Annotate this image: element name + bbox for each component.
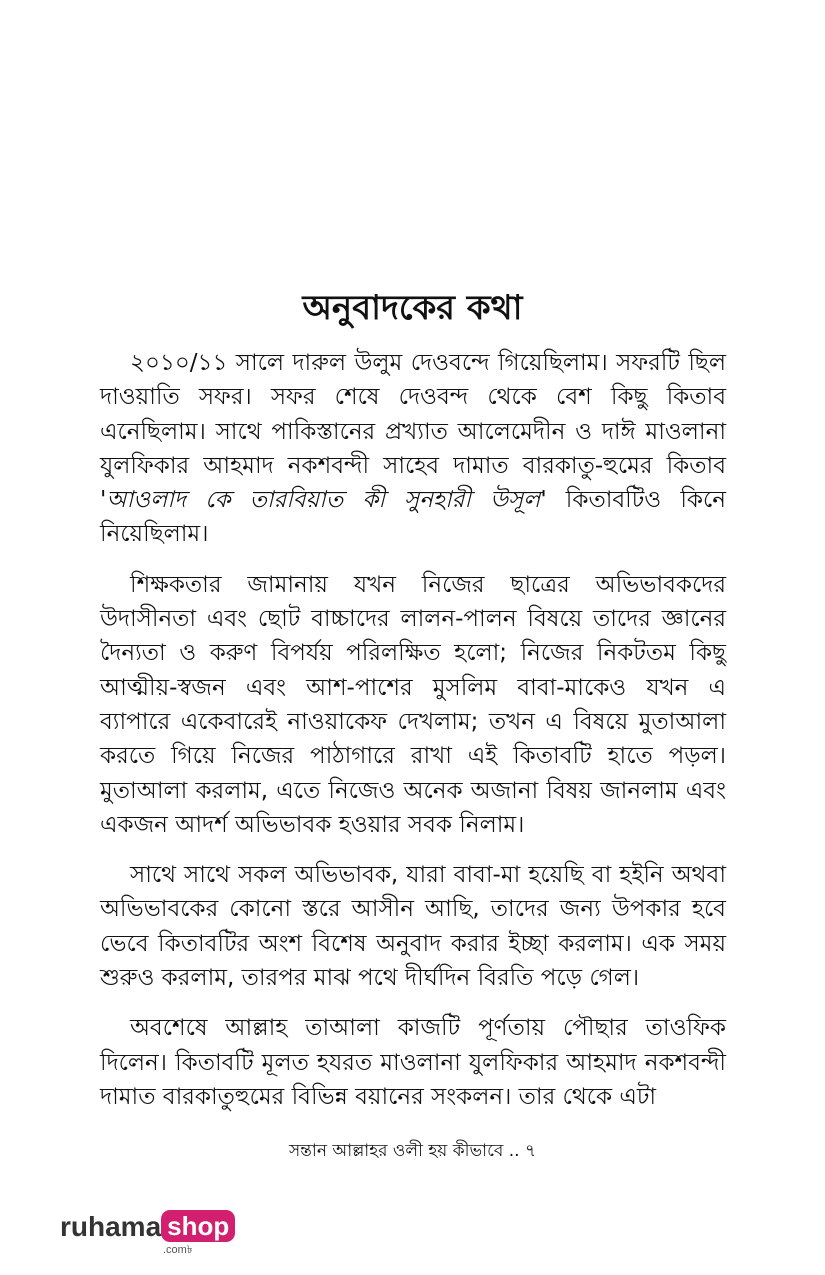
logo-com-text: .com৳ bbox=[163, 1244, 193, 1256]
body-text bbox=[100, 346, 726, 1130]
page-title: অনুবাদকের কথা bbox=[302, 288, 523, 328]
paragraph-1-text: ২০১০/১১ সালে দারুল উলুম দেওবন্দে গিয়েছিলাম। সফরটি ছিল দাওয়াতি সফর। সফর শেষে দেওবন্দ থেকে বেশ কিছু কিতাব এনেছিলাম। সাথে পাকিস্তানের প্রখ্যাত আলেমেদীন ও দাঈ মাওলানা যুলফিকার আহমাদ নকশবন্দী সাহেব দামাত বারকাতু-হুমের কিতাব ' bbox=[100, 350, 726, 514]
logo-ruhama-text: ruhama bbox=[60, 1211, 162, 1242]
book-title: আওলাদ কে তারবিয়াত কী সুনহারী উসূল bbox=[106, 487, 541, 514]
page-footer: সন্তান আল্লাহর ওলী হয় কীভাবে .. ৭ bbox=[288, 1141, 537, 1161]
ruhamashop-logo bbox=[60, 1210, 235, 1256]
paragraph-1 bbox=[100, 346, 726, 552]
paragraph-4: অবশেষে আল্লাহ তাআলা কাজটি পূর্ণতায় পৌছার তাওফিক দিলেন। কিতাবটি মূলত হযরত মাওলানা যুলফিকার আহমাদ নকশবন্দী দামাত বারকাতুহুমের বিভিন্ন বয়ানের সংকলন। তার থেকে এটা bbox=[100, 1015, 726, 1110]
paragraph-3: সাথে সাথে সকল অভিভাবক, যারা বাবা-মা হয়েছি বা হইনি অথবা অভিভাবকের কোনো স্তরে আসীন আছি, তাদের জন্য উপকার হবে ভেবে কিতাবটির অংশ বিশেষ অনুবাদ করার ইচ্ছা করলাম। এক সময় শুরুও করলাম, তারপর মাঝ পথে দীর্ঘদিন বিরতি পড়ে গেল। bbox=[100, 862, 726, 992]
paragraph-1-tail: ' কিতাবটিও কিনে নিয়েছিলাম। bbox=[100, 487, 726, 548]
logo-shop-badge: shop bbox=[161, 1210, 235, 1242]
paragraph-2: শিক্ষকতার জামানায় যখন নিজের ছাত্রের অভিভাবকদের উদাসীনতা এবং ছোট বাচ্চাদের লালন-পালন বিষয়ে তাদের জ্ঞানের দৈন্যতা ও করুণ বিপর্যয় পরিলক্ষিত হলো; নিজের নিকটতম কিছু আত্মীয়-স্বজন এবং আশ-পাশের মুসলিম বাবা-মাকেও যখন এ ব্যাপারে একেবারেই নাওয়াকেফ দেখলাম; তখন এ বিষয়ে মুতাআলা করতে গিয়ে নিজের পাঠাগারে রাখা এই কিতাবটি হাতে পড়ল। মুতাআলা করলাম, এতে নিজেও অনেক অজানা বিষয় জানলাম এবং একজন আদর্শ অভিভাবক হওয়ার সবক নিলাম। bbox=[100, 571, 726, 838]
